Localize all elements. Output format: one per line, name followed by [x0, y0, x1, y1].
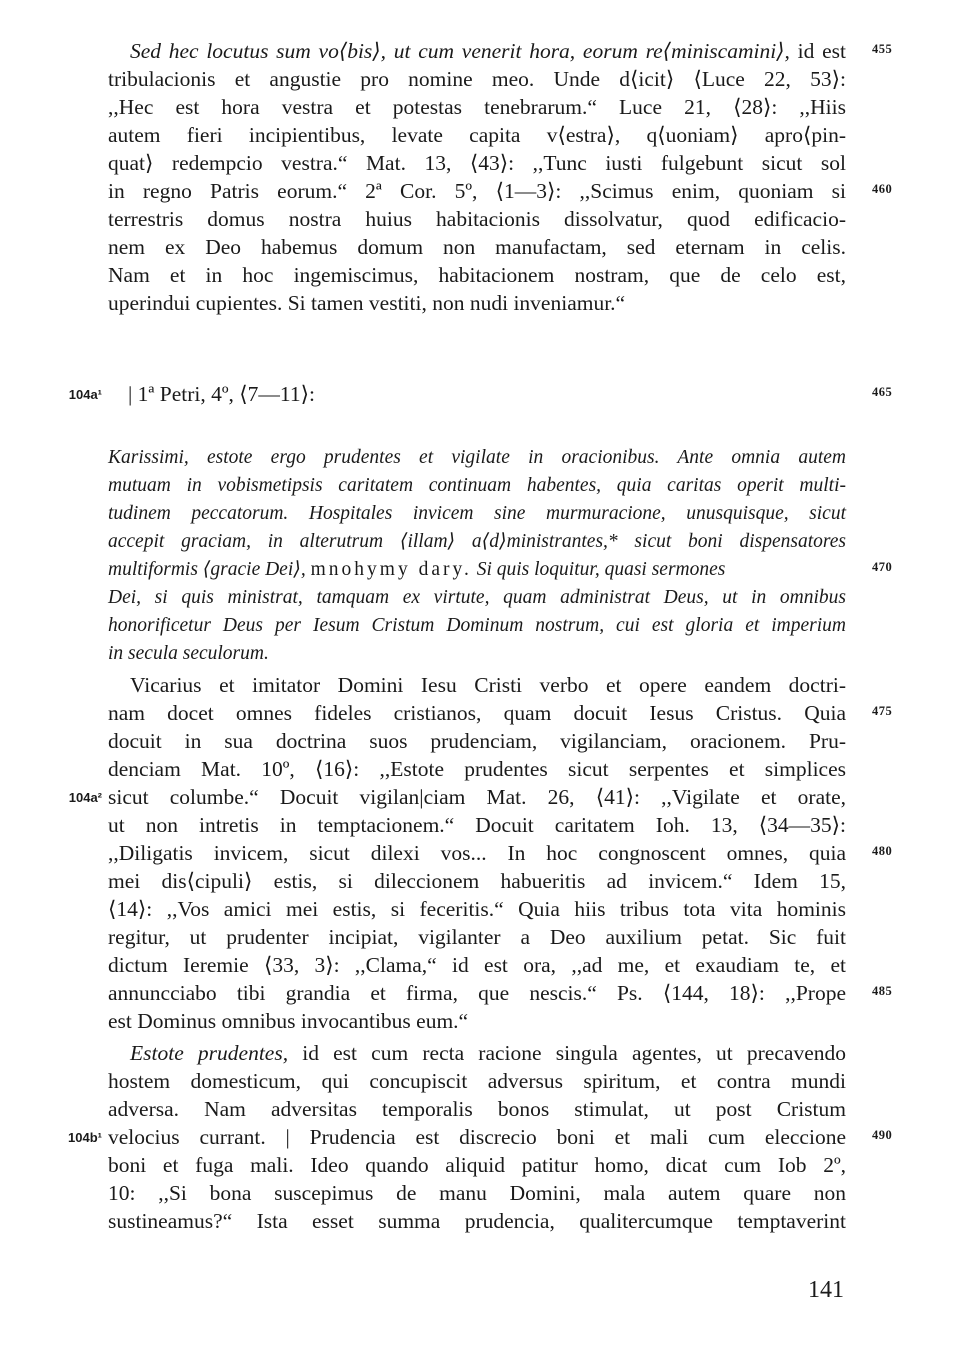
line-number: 470	[872, 560, 893, 574]
text-line: 10: ,,Si bona suscepimus de manu Domini, mala autem quare non	[108, 1181, 846, 1205]
text-line: hostem domesticum, qui concupiscit adversus spiritum, et contra mundi	[108, 1069, 846, 1093]
text-line: autem fieri incipientibus, levate capita v⟨estra⟩, q⟨uoniam⟩ apro⟨pin-	[108, 123, 846, 147]
text-line: Vicarius et imitator Domini Iesu Cristi verbo et opere eandem doctri-	[130, 673, 846, 697]
italic-text: multiformis ⟨gracie Dei⟩,	[108, 559, 306, 580]
line-number: 485	[872, 984, 893, 998]
text-line: regitur, ut prudenter incipiat, vigilanter a Deo auxilium petat. Sic fuit	[108, 925, 846, 949]
text-line: ,,Hec est hora vestra et potestas tenebrarum.“ Luce 21, ⟨28⟩: ,,Hiis	[108, 95, 846, 119]
text-line: in regno Patris eorum.“ 2ª Cor. 5º, ⟨1—3⟩: ,,Scimus enim, quoniam si	[108, 179, 846, 203]
line-number: 490	[872, 1128, 893, 1142]
text-line: nam docet omnes fideles cristianos, quam docuit Iesus Cristus. Quia	[108, 701, 846, 725]
text-line: Nam et in hoc ingemiscimus, habitacionem nostram, que de celo est,	[108, 263, 846, 287]
text-line	[130, 1040, 846, 1067]
line-number: 475	[872, 704, 893, 718]
text-line: boni et fuga mali. Ideo quando aliquid patitur homo, dicat cum Iob 2º,	[108, 1153, 846, 1177]
pericope-line: Dei, si quis ministrat, tamquam ex virtute, quam administrat Deus, ut in omnibus	[108, 587, 846, 608]
text-line: sustineamus?“ Ista esset summa prudencia, qualitercumque temptaverint	[108, 1209, 846, 1233]
line-number: 480	[872, 844, 893, 858]
line-number: 465	[872, 385, 893, 399]
czech-gloss: mnohymy dary.	[310, 559, 472, 580]
italic-quote: Sed hec locutus sum vo⟨bis⟩, ut cum venerit hora, eorum re⟨miniscamini⟩,	[130, 39, 790, 63]
text-roman: id est cum recta racione singula agentes, ut precavendo	[288, 1041, 846, 1065]
folio-mark: 104a²	[68, 790, 102, 805]
text-line: quat⟩ redempcio vestra.“ Mat. 13, ⟨43⟩: ,,Tunc iusti fulgebunt sicut sol	[108, 151, 846, 175]
text-line: denciam Mat. 10º, ⟨16⟩: ,,Estote prudentes sicut serpentes et simplices	[108, 757, 846, 781]
text-line: velocius currant. | Prudencia est discrecio boni et mali cum eleccione	[108, 1125, 846, 1149]
text-line	[130, 38, 846, 65]
folio-mark: 104a¹	[68, 387, 102, 402]
text-line: est Dominus omnibus invocantibus eum.“	[108, 1009, 469, 1033]
text-line: docuit in sua doctrina suos prudenciam, vigilanciam, oracionem. Pru-	[108, 729, 846, 753]
line-number: 455	[872, 42, 893, 56]
text-line: nem ex Deo habemus domum non manufactam, sed eternam in celis.	[108, 235, 846, 259]
text-line: mei dis⟨cipuli⟩ estis, si dileccionem habueritis ad invicem.“ Idem 15,	[108, 869, 846, 893]
pericope-line: Karissimi, estote ergo prudentes et vigilate in oracionibus. Ante omnia autem	[108, 447, 846, 468]
text-line: tribulacionis et angustie pro nomine meo. Unde d⟨icit⟩ ⟨Luce 22, 53⟩:	[108, 67, 846, 91]
pericope-line: tudinem peccatorum. Hospitales invicem sine murmuracione, unusquisque, sicut	[108, 503, 846, 524]
text-line: ut non intretis in temptacionem.“ Docuit caritatem Ioh. 13, ⟨34—35⟩:	[108, 813, 846, 837]
section-heading: | 1ª Petri, 4º, ⟨7—11⟩:	[128, 382, 315, 406]
page-number: 141	[808, 1277, 844, 1303]
pericope-line	[108, 556, 846, 583]
pericope-line: honorificetur Deus per Iesum Cristum Dominum nostrum, cui est gloria et imperium	[108, 615, 846, 636]
text-line: adversa. Nam adversitas temporalis bonos stimulat, ut post Cristum	[108, 1097, 846, 1121]
italic-lemma: Estote prudentes,	[130, 1041, 289, 1065]
folio-mark: 104b¹	[68, 1130, 102, 1145]
pericope-line: in secula seculorum.	[108, 643, 269, 664]
text-roman: id est	[789, 39, 846, 63]
text-line: terrestris domus nostra huius habitacionis dissolvatur, quod edificacio-	[108, 207, 846, 231]
pericope-line: mutuam in vobismetipsis caritatem continuam habentes, quia caritas operit multi-	[108, 475, 846, 496]
text-line: dictum Ieremie ⟨33, 3⟩: ,,Clama,“ id est ora, ,,ad me, et exaudiam te, et	[108, 953, 846, 977]
line-number: 460	[872, 182, 893, 196]
text-line: annuncciabo tibi grandia et firma, que nescis.“ Ps. ⟨144, 18⟩: ,,Prope	[108, 981, 846, 1005]
text-line: ,,Diligatis invicem, sicut dilexi vos... In hoc congnoscent omnes, quia	[108, 841, 846, 865]
pericope-line: accepit graciam, in alterutrum ⟨illam⟩ a⟨d⟩ministrantes,* sicut boni dispensatores	[108, 531, 846, 552]
text-line: sicut columbe.“ Docuit vigilan|ciam Mat. 26, ⟨41⟩: ,,Vigilate et orate,	[108, 785, 846, 809]
text-line: ⟨14⟩: ,,Vos amici mei estis, si feceritis.“ Quia hiis tribus tota vita hominis	[108, 897, 846, 921]
text-line: uperindui cupientes. Si tamen vestiti, non nudi inveniamur.“	[108, 291, 626, 315]
italic-text: Si quis loquitur, quasi sermones	[476, 559, 726, 580]
